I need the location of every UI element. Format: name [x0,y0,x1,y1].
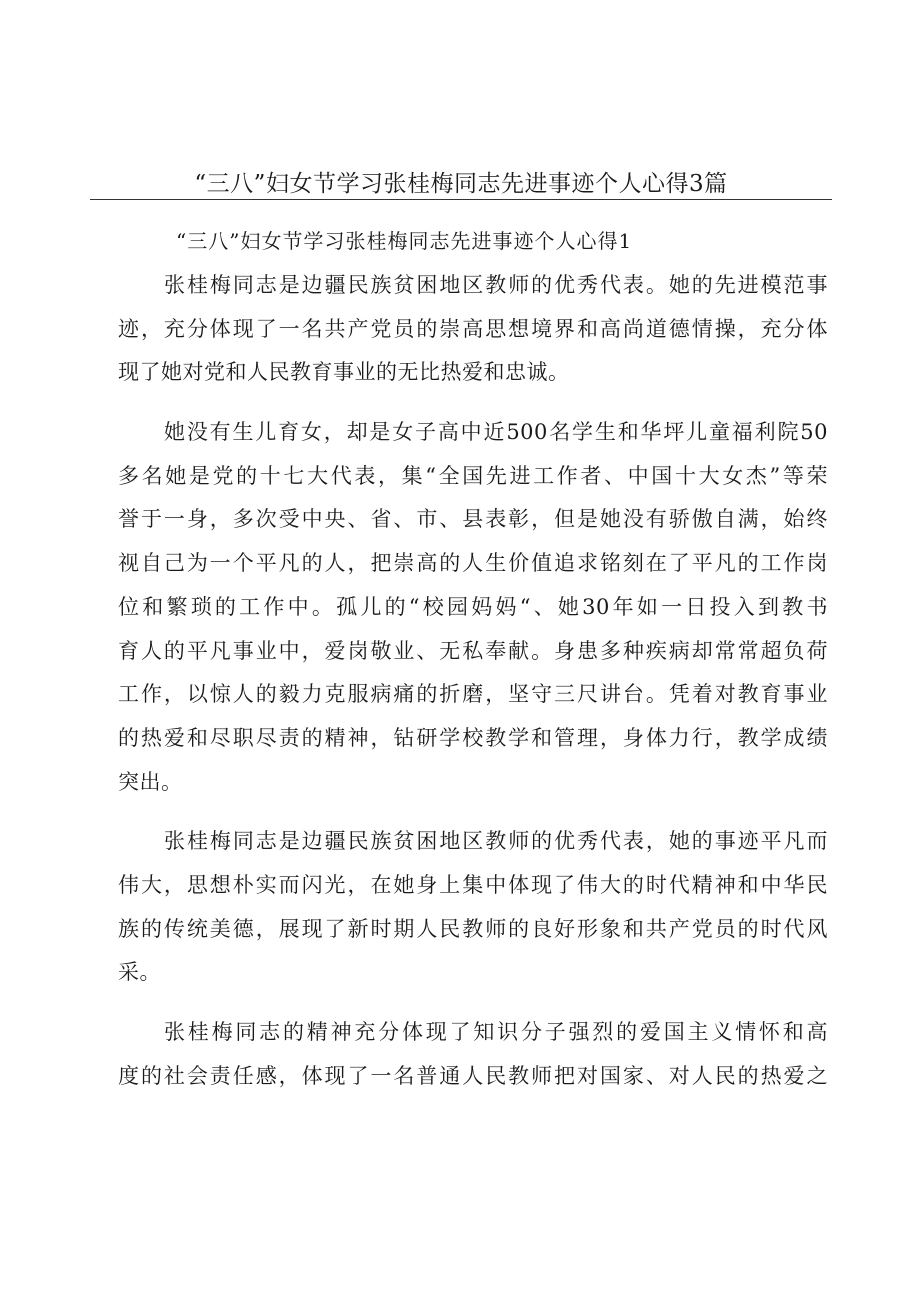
text-line: 族的传统美德，展现了新时期人民教师的良好形象和共产党员的时代风 [118,916,828,941]
document-title: “三八”妇女节学习张桂梅同志先进事迹个人心得3篇 [194,171,728,197]
text-line: 育人的平凡事业中，爱岗敬业、无私奉献。身患多种疾病却常常超负荷 [118,638,828,663]
text-line: 多名她是党的十七大代表，集“全国先进工作者、中国十大女杰”等荣 [118,463,828,488]
text-line: 工作，以惊人的毅力克服病痛的折磨，坚守三尺讲台。凭着对教育事业 [118,682,828,707]
text-line: 张桂梅同志是边疆民族贫困地区教师的优秀代表。她的先进模范事 [164,273,828,297]
text-line: 的热爱和尽职尽责的精神，钻研学校教学和管理，身体力行，教学成绩 [118,725,828,750]
title-underline [90,199,832,200]
text-line: 迹，充分体现了一名共产党员的崇高思想境界和高尚道德情操，充分体 [118,316,828,341]
body-text [118,264,828,1114]
text-line: 视自己为一个平凡的人，把崇高的人生价值追求铭刻在了平凡的工作岗 [118,551,828,576]
paragraph [118,264,828,395]
text-line: 采。 [118,960,161,985]
paragraph [118,1011,828,1098]
text-line: 张桂梅同志的精神充分体现了知识分子强烈的爱国主义情怀和高 [164,1020,828,1044]
text-line: 张桂梅同志是边疆民族贫困地区教师的优秀代表，她的事迹平凡而 [164,829,828,854]
text-line: 伟大，思想朴实而闪光，在她身上集中体现了伟大的时代精神和中华民 [118,872,828,897]
text-line: 誉于一身，多次受中央、省、市、县表彰，但是她没有骄傲自满，始终 [118,507,828,532]
text-line: 突出。 [118,769,183,794]
text-line: 现了她对党和人民教育事业的无比热爱和忠诚。 [118,360,570,385]
paragraph [118,411,828,804]
text-line: 她没有生儿育女，却是女子高中近500名学生和华坪儿童福利院50 [164,420,828,445]
paragraph [118,820,828,995]
section-heading: “三八”妇女节学习张桂梅同志先进事迹个人心得1 [176,229,633,253]
text-line: 度的社会责任感，体现了一名普通人民教师把对国家、对人民的热爱之 [118,1063,828,1088]
text-line: 位和繁琐的工作中。孤儿的“校园妈妈“、她30年如一日投入到教书 [118,594,828,619]
